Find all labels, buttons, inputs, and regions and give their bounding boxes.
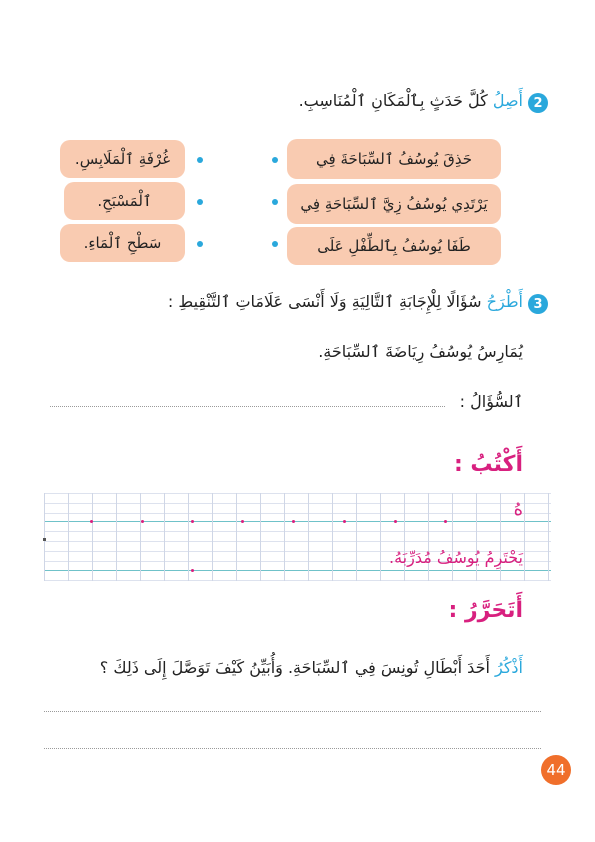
guide-dot <box>394 520 397 523</box>
exercise-2-number-badge <box>528 93 548 113</box>
place-text-1: غُرْفَةِ ٱلْمَلَابِسِ. <box>74 150 171 168</box>
exercise-2-instruction <box>299 91 523 110</box>
guide-dot <box>191 520 194 523</box>
guide-dot <box>241 520 244 523</box>
exercise-3-answer: يُمَارِسُ يُوسُفُ رِيَاضَةَ ٱلسِّبَاحَةِ. <box>318 342 523 361</box>
model-sentence: يَحْتَرِمُ يُوسُفُ مُدَرِّبَهُ. <box>388 548 523 567</box>
match-dot-right-2[interactable] <box>272 199 278 205</box>
exercise-3-verb: أَطْرَحُ <box>486 292 523 311</box>
guide-dot <box>292 520 295 523</box>
model-letter: هُ <box>513 499 523 520</box>
guide-dot <box>141 520 144 523</box>
match-dot-right-1[interactable] <box>272 157 278 163</box>
place-text-2: ٱلْمَسْبَحِ. <box>97 192 152 210</box>
exercise-3-text: سُؤَالًا لِلْإِجَابَةِ ٱلتَّالِيَةِ وَلَا أَنْسَى عَلَامَاتِ ٱلتَّنْقِيطِ : <box>167 292 487 311</box>
page-number-badge <box>541 755 571 785</box>
free-expression-instruction <box>100 658 523 677</box>
writing-title: أَكْتُبُ : <box>453 452 523 477</box>
guide-dot <box>444 520 447 523</box>
grid-margin-mark <box>43 538 46 541</box>
event-text-2: يَرْتَدِي يُوسُفُ زِيَّ ٱلسِّبَاحَةِ فِي <box>300 195 488 213</box>
exercise-2-verb: أَصِلُ <box>492 91 523 110</box>
guide-dot <box>343 520 346 523</box>
guide-dot <box>191 569 194 572</box>
match-dot-right-3[interactable] <box>272 241 278 247</box>
exercise-3-instruction <box>168 292 523 311</box>
event-pill-3 <box>287 227 501 265</box>
event-text-3: طَفَا يُوسُفُ بِٱلطِّفْلِ عَلَى <box>317 237 471 255</box>
free-answer-line-2[interactable] <box>44 748 541 749</box>
match-dot-left-3[interactable] <box>197 241 203 247</box>
free-expression-text: أَحَدَ أَبْطَالِ تُونِسَ فِي ٱلسِّبَاحَةِ. وَأُبَيِّنُ كَيْفَ تَوَصَّلَ إِلَى ذَلِكَ ؟ <box>99 658 495 677</box>
place-pill-1 <box>60 140 185 178</box>
place-text-3: سَطْحِ ٱلْمَاءِ. <box>83 234 162 252</box>
free-expression-title: أَتَحَرَّرُ : <box>448 598 523 623</box>
handwriting-grid[interactable] <box>44 493 551 581</box>
free-answer-line-1[interactable] <box>44 711 541 712</box>
exercise-3-number-badge <box>528 294 548 314</box>
event-pill-1 <box>287 139 501 179</box>
event-pill-2 <box>287 184 501 224</box>
guide-dot <box>90 520 93 523</box>
match-dot-left-1[interactable] <box>197 157 203 163</box>
exercise-2-text: كُلَّ حَدَثٍ بِٱلْمَكَانِ ٱلْمُنَاسِبِ. <box>298 91 493 110</box>
page-number: 44 <box>546 761 566 779</box>
match-dot-left-2[interactable] <box>197 199 203 205</box>
exercise-3-number: 3 <box>533 296 543 312</box>
free-expression-verb: أَذْكُرُ <box>494 658 523 677</box>
event-text-1: حَذِقَ يُوسُفُ ٱلسِّبَاحَةَ فِي <box>316 150 472 168</box>
place-pill-2 <box>64 182 185 220</box>
question-answer-line[interactable] <box>50 406 445 407</box>
question-label: ٱلسُّؤَالُ : <box>459 392 523 411</box>
place-pill-3 <box>60 224 185 262</box>
exercise-2-number: 2 <box>533 95 543 111</box>
